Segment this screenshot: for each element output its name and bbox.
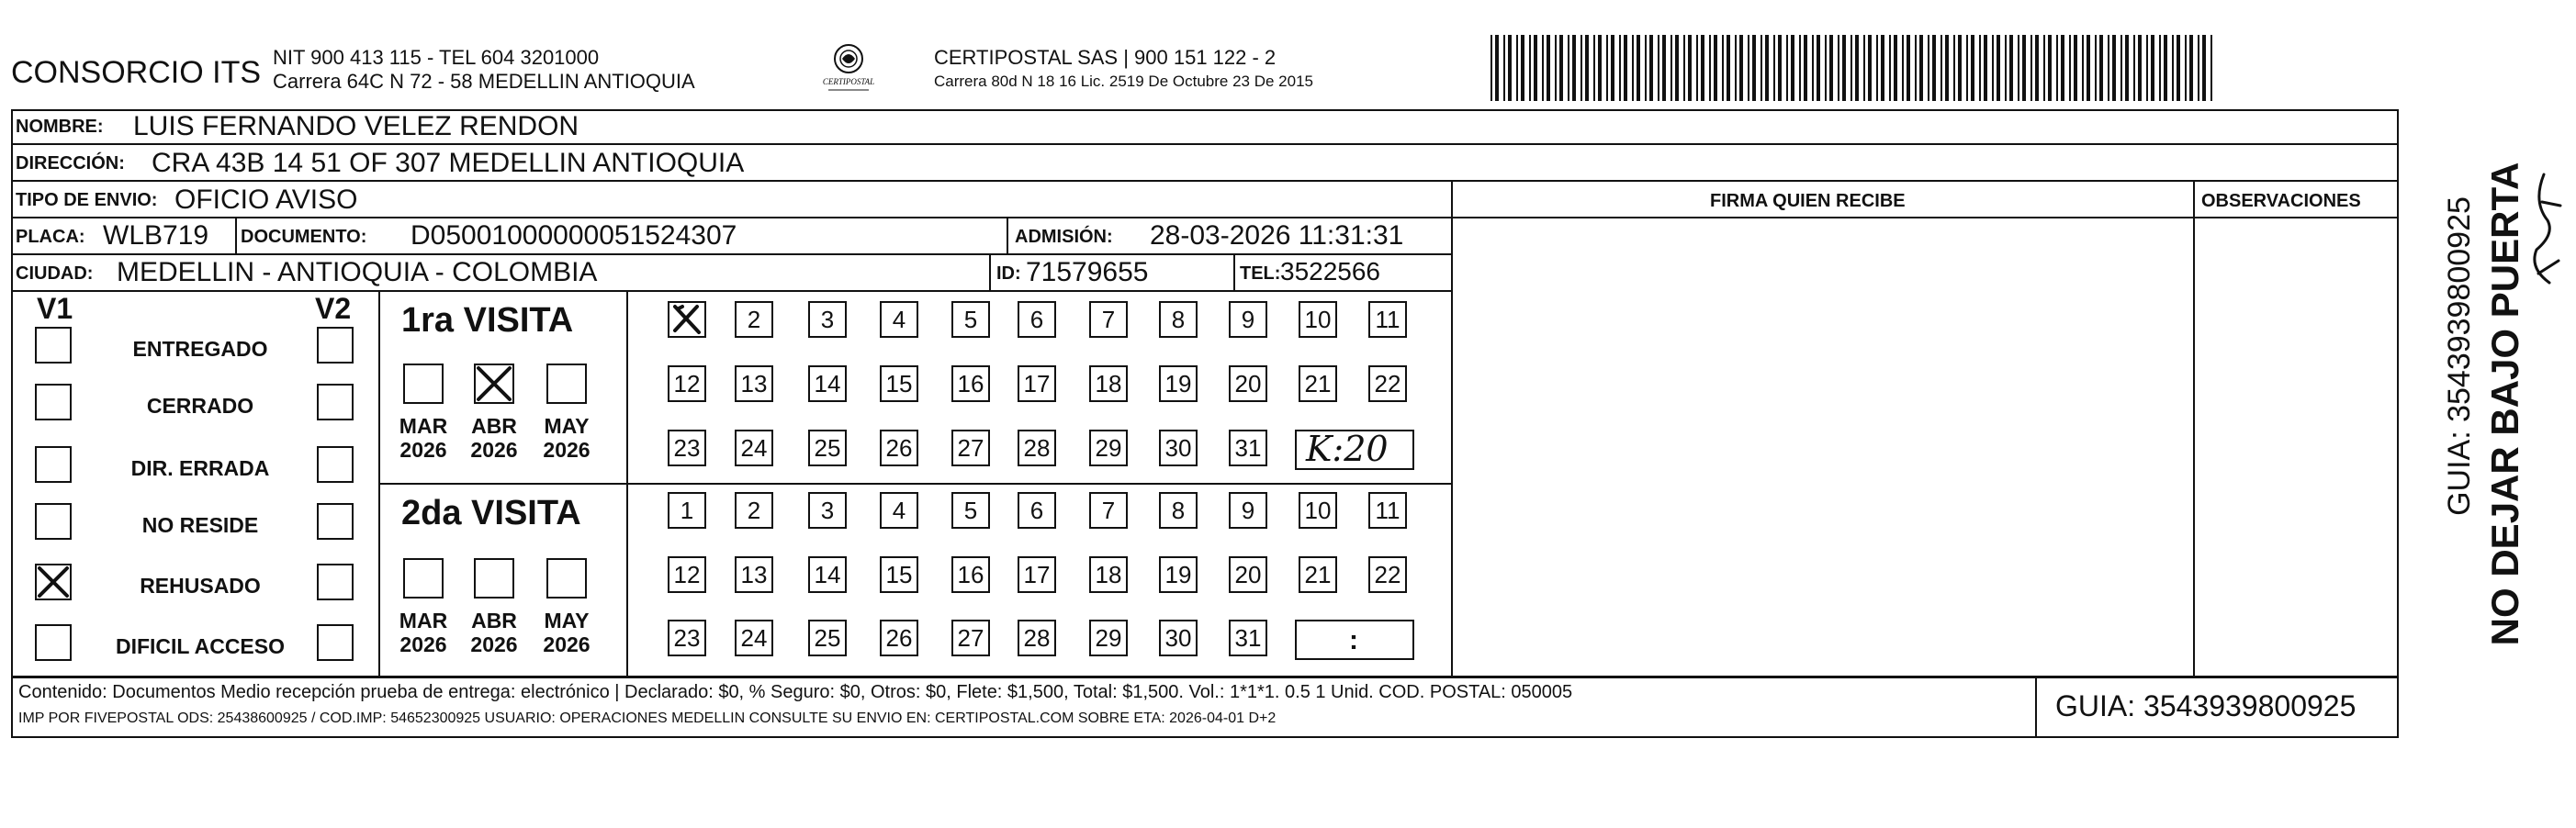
visit2-day-31[interactable]: 31 xyxy=(1229,620,1267,656)
visit2-day-21[interactable]: 21 xyxy=(1299,556,1337,593)
visit1-day-15[interactable]: 15 xyxy=(880,365,918,402)
visit2-day-11[interactable]: 11 xyxy=(1368,492,1407,529)
visit1-day-18[interactable]: 18 xyxy=(1089,365,1128,402)
company-nit-line: NIT 900 413 115 - TEL 604 3201000 xyxy=(273,46,600,69)
id-value: 71579655 xyxy=(1026,257,1149,287)
carrier-nit-line: CERTIPOSTAL SAS | 900 151 122 - 2 xyxy=(934,46,1277,69)
visit2-day-6[interactable]: 6 xyxy=(1018,492,1056,529)
company-name: CONSORCIO ITS xyxy=(11,55,262,90)
visit1-title: 1ra VISITA xyxy=(401,301,574,340)
visit1-day-19[interactable]: 19 xyxy=(1159,365,1198,402)
visit1-day-2[interactable]: 2 xyxy=(735,301,773,338)
month-year: 2026 xyxy=(399,437,447,462)
company-address-line: Carrera 64C N 72 - 58 MEDELLIN ANTIOQUIA xyxy=(273,70,695,93)
footer-guia: GUIA: 3543939800925 xyxy=(2055,689,2357,722)
month-name: MAR xyxy=(399,414,448,438)
tipo-envio-label: TIPO DE ENVIO: xyxy=(16,190,158,210)
visit2-day-14[interactable]: 14 xyxy=(808,556,847,593)
month-year: 2026 xyxy=(470,632,518,656)
visit2-day-20[interactable]: 20 xyxy=(1229,556,1267,593)
visit2-day-25[interactable]: 25 xyxy=(808,620,847,656)
visit2-day-18[interactable]: 18 xyxy=(1089,556,1128,593)
visit2-day-3[interactable]: 3 xyxy=(808,492,847,529)
visit1-day-22[interactable]: 22 xyxy=(1368,365,1407,402)
visit2-day-4[interactable]: 4 xyxy=(880,492,918,529)
visit1-day-26[interactable]: 26 xyxy=(880,430,918,466)
firma-header: FIRMA QUIEN RECIBE xyxy=(1710,191,1906,211)
visit2-month-label xyxy=(539,610,594,657)
month-name: MAY xyxy=(544,609,590,632)
visit1-day-6[interactable]: 6 xyxy=(1018,301,1056,338)
barcode xyxy=(1490,35,2216,101)
visit2-time-value: : xyxy=(1349,625,1358,655)
status-label: CERRADO xyxy=(146,394,254,418)
admision-value: 28-03-2026 11:31:31 xyxy=(1150,220,1404,251)
v2-checkbox-5[interactable] xyxy=(317,564,354,600)
visit2-month-checkbox-may[interactable] xyxy=(546,558,587,599)
documento-label: DOCUMENTO: xyxy=(241,227,367,247)
visit2-day-7[interactable]: 7 xyxy=(1089,492,1128,529)
status-label: ENTREGADO xyxy=(132,337,268,361)
visit1-day-29[interactable]: 29 xyxy=(1089,430,1128,466)
visit1-day-20[interactable]: 20 xyxy=(1229,365,1267,402)
visit1-day-14[interactable]: 14 xyxy=(808,365,847,402)
visit1-month-label xyxy=(539,415,594,463)
certipostal-logo xyxy=(812,40,885,95)
visit2-day-24[interactable]: 24 xyxy=(735,620,773,656)
visit2-day-9[interactable]: 9 xyxy=(1229,492,1267,529)
v2-checkbox-4[interactable] xyxy=(317,503,354,540)
visit2-day-8[interactable]: 8 xyxy=(1159,492,1198,529)
visit2-day-26[interactable]: 26 xyxy=(880,620,918,656)
side-warning: NO DEJAR BAJO PUERTA xyxy=(2483,162,2526,646)
visit1-month-checkbox-abr[interactable] xyxy=(474,364,514,404)
status-label: DIFICIL ACCESO xyxy=(115,634,285,658)
visit2-day-2[interactable]: 2 xyxy=(735,492,773,529)
visit1-day-16[interactable]: 16 xyxy=(951,365,990,402)
visit1-day-23[interactable]: 23 xyxy=(668,430,706,466)
v1-checkbox-4[interactable] xyxy=(35,503,72,540)
visit1-day-8[interactable]: 8 xyxy=(1159,301,1198,338)
status-label: REHUSADO xyxy=(140,574,261,598)
visit2-month-checkbox-abr[interactable] xyxy=(474,558,514,599)
visit2-day-10[interactable]: 10 xyxy=(1299,492,1337,529)
visit1-day-4[interactable]: 4 xyxy=(880,301,918,338)
visit2-day-30[interactable]: 30 xyxy=(1159,620,1198,656)
admision-label: ADMISIÓN: xyxy=(1015,227,1113,247)
visit1-day-13[interactable]: 13 xyxy=(735,365,773,402)
visit1-day-31[interactable]: 31 xyxy=(1229,430,1267,466)
visit2-month-label xyxy=(467,610,522,657)
visit1-day-9[interactable]: 9 xyxy=(1229,301,1267,338)
v2-checkbox-1[interactable] xyxy=(317,327,354,364)
visit1-day-12[interactable]: 12 xyxy=(668,365,706,402)
observaciones-header: OBSERVACIONES xyxy=(2201,191,2361,211)
visit1-day-7[interactable]: 7 xyxy=(1089,301,1128,338)
month-year: 2026 xyxy=(543,632,591,656)
visit2-day-19[interactable]: 19 xyxy=(1159,556,1198,593)
visit1-day-5[interactable]: 5 xyxy=(951,301,990,338)
nombre-label: NOMBRE: xyxy=(16,117,104,137)
svg-text:CERTIPOSTAL: CERTIPOSTAL xyxy=(822,77,875,86)
status-label: NO RESIDE xyxy=(141,513,259,537)
visit2-time-box[interactable] xyxy=(1295,620,1414,660)
month-name: ABR xyxy=(471,414,517,438)
visit1-day-21[interactable]: 21 xyxy=(1299,365,1337,402)
v1-checkbox-1[interactable] xyxy=(35,327,72,364)
tel-value: 3522566 xyxy=(1280,257,1381,285)
visit1-month-checkbox-mar[interactable] xyxy=(403,364,444,404)
tipo-envio-value: OFICIO AVISO xyxy=(174,185,358,215)
visit1-day-3[interactable]: 3 xyxy=(808,301,847,338)
month-name: MAY xyxy=(544,414,590,438)
visit1-day-30[interactable]: 30 xyxy=(1159,430,1198,466)
status-label: DIR. ERRADA xyxy=(130,456,270,480)
visit1-day-27[interactable]: 27 xyxy=(951,430,990,466)
month-year: 2026 xyxy=(399,632,447,656)
visit1-day-17[interactable]: 17 xyxy=(1018,365,1056,402)
visit2-day-5[interactable]: 5 xyxy=(951,492,990,529)
placa-label: PLACA: xyxy=(16,227,85,247)
handwritten-signature xyxy=(2516,165,2571,317)
visit1-time-value: K:20 xyxy=(1306,429,1389,469)
visit1-time-box[interactable] xyxy=(1295,430,1414,470)
visit2-day-17[interactable]: 17 xyxy=(1018,556,1056,593)
form-frame xyxy=(11,109,2399,678)
direccion-value: CRA 43B 14 51 OF 307 MEDELLIN ANTIOQUIA xyxy=(152,148,745,178)
visit2-day-12[interactable]: 12 xyxy=(668,556,706,593)
visit2-day-27[interactable]: 27 xyxy=(951,620,990,656)
visit1-month-checkbox-may[interactable] xyxy=(546,364,587,404)
v1-header: V1 xyxy=(37,292,73,325)
visit1-day-11[interactable]: 11 xyxy=(1368,301,1407,338)
v2-checkbox-2[interactable] xyxy=(317,384,354,420)
v1-checkbox-6[interactable] xyxy=(35,624,72,661)
visit2-day-22[interactable]: 22 xyxy=(1368,556,1407,593)
visit1-month-label xyxy=(396,415,451,463)
month-year: 2026 xyxy=(543,437,591,462)
month-year: 2026 xyxy=(470,437,518,462)
side-guia: GUIA: 3543939800925 xyxy=(2442,196,2477,516)
visit2-month-checkbox-mar[interactable] xyxy=(403,558,444,599)
footer-content-line: Contenido: Documentos Medio recepción prueba de entrega: electrónico | Declarado: $0, % Seguro: $0, Otros: $0, Flete: $1,500, Total: $1,500. Vol.: 1*1*1. 0.5 1 Unid. COD. POSTAL: 050005 xyxy=(18,682,1573,702)
id-label: ID: xyxy=(996,263,1021,284)
v1-checkbox-2[interactable] xyxy=(35,384,72,420)
visit1-day-28[interactable]: 28 xyxy=(1018,430,1056,466)
visit2-day-16[interactable]: 16 xyxy=(951,556,990,593)
v1-checkbox-3[interactable] xyxy=(35,446,72,483)
documento-value: D05001000000051524307 xyxy=(411,220,737,251)
v2-checkbox-6[interactable] xyxy=(317,624,354,661)
month-name: MAR xyxy=(399,609,448,632)
ciudad-label: CIUDAD: xyxy=(16,263,94,284)
visit2-day-13[interactable]: 13 xyxy=(735,556,773,593)
visit1-month-label xyxy=(467,415,522,463)
visit1-day-24[interactable]: 24 xyxy=(735,430,773,466)
v2-header: V2 xyxy=(315,292,352,325)
carrier-license-line: Carrera 80d N 18 16 Lic. 2519 De Octubre 23 De 2015 xyxy=(934,73,1313,90)
tel-label: TEL: xyxy=(1240,263,1281,284)
visit2-day-23[interactable]: 23 xyxy=(668,620,706,656)
visit1-day-1[interactable] xyxy=(668,301,706,338)
visit1-day-10[interactable]: 10 xyxy=(1299,301,1337,338)
visit2-day-29[interactable]: 29 xyxy=(1089,620,1128,656)
visit2-month-label xyxy=(396,610,451,657)
visit2-day-28[interactable]: 28 xyxy=(1018,620,1056,656)
visit2-day-1[interactable]: 1 xyxy=(668,492,706,529)
visit1-day-25[interactable]: 25 xyxy=(808,430,847,466)
visit2-day-15[interactable]: 15 xyxy=(880,556,918,593)
footer-imp-line: IMP POR FIVEPOSTAL ODS: 25438600925 / COD.IMP: 54652300925 USUARIO: OPERACIONES MEDELLIN CONSULTE SU ENVIO EN: CERTIPOSTAL.COM SOBRE ETA: 2026-04-01 D+2 xyxy=(18,711,1277,726)
v2-checkbox-3[interactable] xyxy=(317,446,354,483)
nombre-value: LUIS FERNANDO VELEZ RENDON xyxy=(133,111,579,141)
placa-value: WLB719 xyxy=(103,220,209,251)
month-name: ABR xyxy=(471,609,517,632)
visit2-title: 2da VISITA xyxy=(401,494,581,532)
ciudad-value: MEDELLIN - ANTIOQUIA - COLOMBIA xyxy=(117,257,598,287)
direccion-label: DIRECCIÓN: xyxy=(16,153,125,173)
v1-checkbox-5[interactable] xyxy=(35,564,72,600)
